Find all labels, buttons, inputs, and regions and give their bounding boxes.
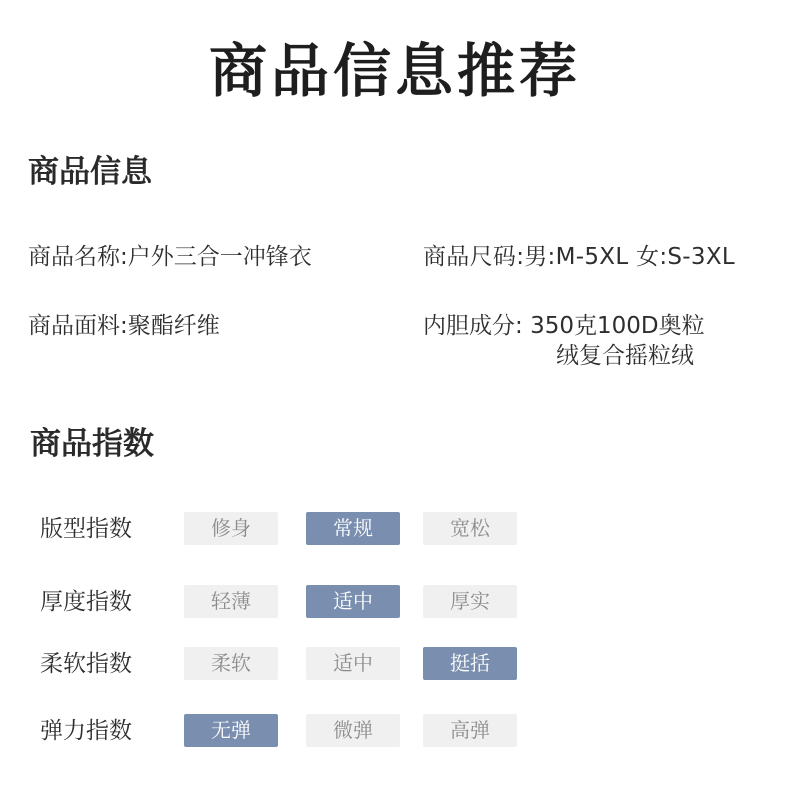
product-lining — [423, 311, 705, 371]
product-size — [423, 242, 735, 272]
index-row-softness — [0, 647, 790, 681]
product-index-heading: 商品指数 — [30, 426, 154, 462]
product-fabric-value: 聚酯纤维 — [127, 313, 220, 339]
page-title: 商品信息推荐 — [208, 37, 581, 105]
index-option-selected[interactable]: 无弹 — [184, 714, 278, 747]
product-lining-line1 — [423, 311, 705, 341]
index-option[interactable]: 轻薄 — [184, 585, 278, 618]
index-row-thickness — [0, 585, 790, 619]
product-fabric-label: 商品面料: — [28, 313, 128, 339]
index-option-selected[interactable]: 适中 — [306, 585, 400, 618]
product-fabric — [28, 311, 220, 341]
product-size-value: 男:M-5XL 女:S-3XL — [524, 244, 736, 270]
index-option[interactable]: 厚实 — [423, 585, 517, 618]
product-name-value: 户外三合一冲锋衣 — [127, 244, 312, 270]
product-info-heading: 商品信息 — [28, 154, 152, 190]
index-option[interactable]: 高弹 — [423, 714, 517, 747]
index-label: 弹力指数 — [40, 718, 132, 744]
product-size-label: 商品尺码: — [423, 244, 525, 270]
product-lining-value-1: 350克100D奥粒 — [530, 313, 705, 339]
index-option-selected[interactable]: 常规 — [306, 512, 400, 545]
product-lining-value-2: 绒复合摇粒绒 — [556, 343, 694, 369]
index-label: 厚度指数 — [40, 589, 132, 615]
index-row-fit — [0, 512, 790, 546]
index-option[interactable]: 适中 — [306, 647, 400, 680]
index-option[interactable]: 宽松 — [423, 512, 517, 545]
index-option[interactable]: 微弹 — [306, 714, 400, 747]
index-option-selected[interactable]: 挺括 — [423, 647, 517, 680]
product-name-label: 商品名称: — [28, 244, 128, 270]
index-row-elasticity — [0, 714, 790, 748]
product-name — [28, 242, 312, 272]
index-option[interactable]: 修身 — [184, 512, 278, 545]
product-lining-label: 内胆成分: — [423, 313, 523, 339]
index-label: 版型指数 — [40, 516, 132, 542]
index-option[interactable]: 柔软 — [184, 647, 278, 680]
index-label: 柔软指数 — [40, 651, 132, 677]
